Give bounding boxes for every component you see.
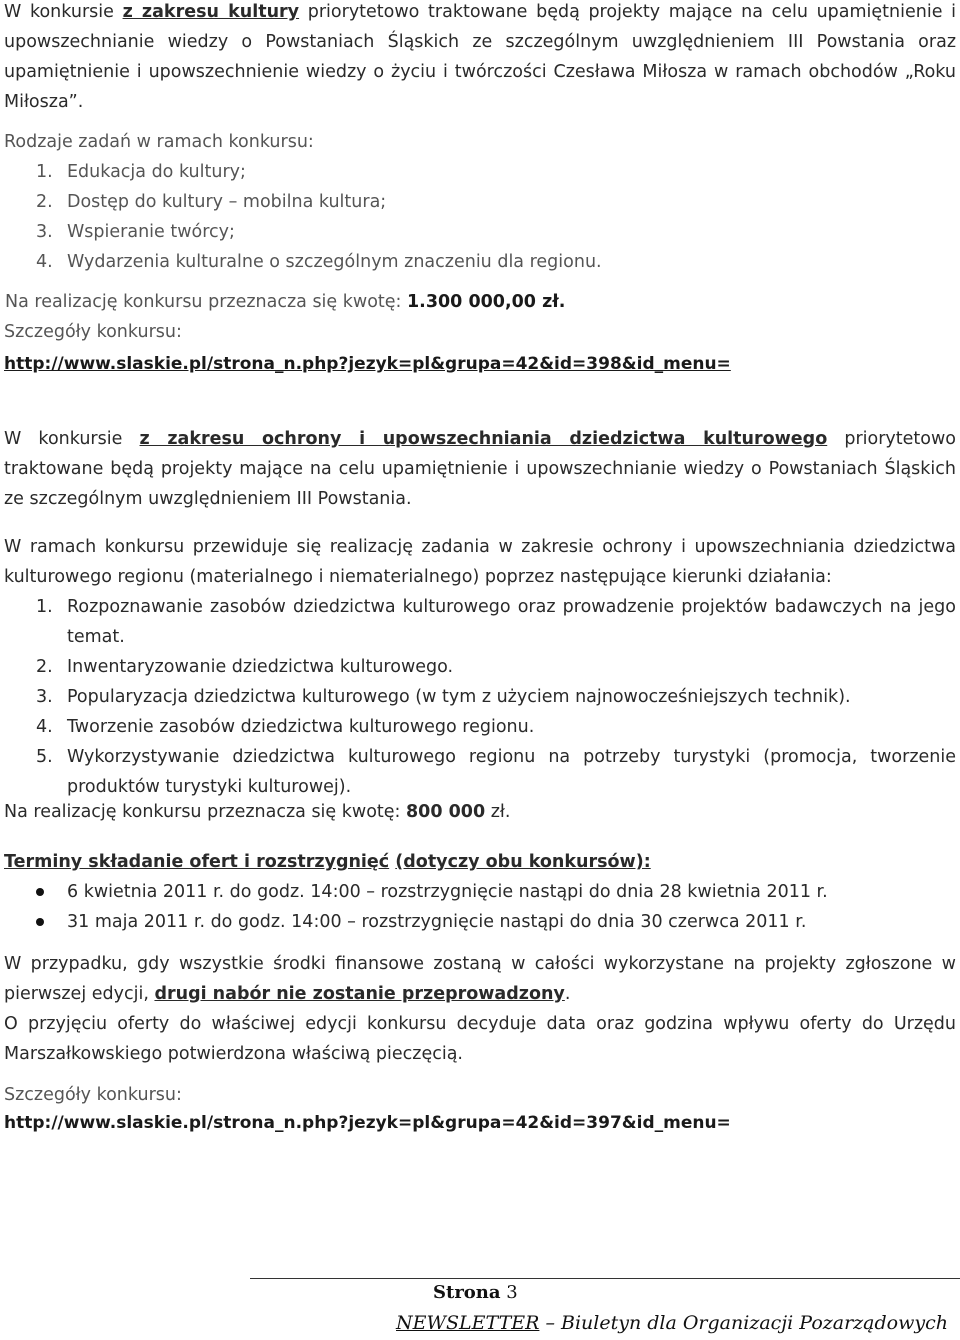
tasks-list bbox=[4, 157, 956, 277]
intro-rest: priorytetowo traktowane będą projekty mające na celu upamiętnienie i upowszechnianie wiedzy o Powstaniach Śląskich ze szczególnym uwzględnieniem III Powstania oraz upamiętnienie i upowszechnienie wiedzy o życiu i twórczości Czesława Miłosza w ramach obchodów „Roku Miłosza”. bbox=[4, 2, 956, 112]
culture-amount: Na realizację konkursu przeznacza się kwotę: 1.300 000,00 zł. bbox=[5, 292, 566, 312]
heritage-details-label: Szczegóły konkursu: bbox=[4, 1085, 182, 1105]
amount-value: 800 000 bbox=[406, 802, 486, 822]
culture-details-label: Szczegóły konkursu: bbox=[4, 322, 182, 342]
list-item: 4. Wydarzenia kulturalne o szczególnym znaczeniu dla regionu. bbox=[36, 252, 602, 272]
list-item: 3. Wspieranie twórcy; bbox=[36, 222, 235, 242]
list-item: 6 kwietnia 2011 r. do godz. 14:00 – rozstrzygnięcie nastąpi do dnia 28 kwietnia 2011 r. bbox=[4, 877, 956, 907]
culture-topic: z zakresu kultury bbox=[122, 2, 300, 22]
page-number: Strona 3 bbox=[433, 1282, 518, 1303]
funds-emphasis: drugi nabór nie zostanie przeprowadzony bbox=[154, 984, 565, 1004]
acceptance-note: O przyjęciu oferty do właściwej edycji konkursu decyduje data oraz godzina wpływu oferty do Urzędu Marszałkowskiego potwierdzona właściwą pieczęcią. bbox=[4, 1014, 956, 1064]
heritage-contest-intro: W konkursie z zakresu ochrony i upowszechniania dziedzictwa kulturowego priorytetowo traktowane będą projekty mające na celu upamiętnienie i upowszechnianie wiedzy o Powstaniach Śląskich ze szczególnym uwzględnieniem III Powstania. bbox=[4, 429, 957, 509]
directions-list bbox=[4, 592, 956, 802]
funds-note: W przypadku, gdy wszystkie środki finansowe zostaną w całości wykorzystane na projekty zgłoszone w pierwszej edycji, drugi nabór nie zostanie przeprowadzony. bbox=[4, 954, 956, 1004]
heritage-details-link[interactable]: http://www.slaskie.pl/strona_n.php?jezyk=pl&grupa=42&id=397&id_menu= bbox=[4, 1113, 731, 1133]
tasks-heading: Rodzaje zadań w ramach konkursu: bbox=[4, 132, 314, 152]
page-footer bbox=[0, 1278, 960, 1340]
list-item: 4. Tworzenie zasobów dziedzictwa kulturowego regionu. bbox=[36, 717, 535, 737]
list-item: 1. Edukacja do kultury; bbox=[36, 162, 246, 182]
footer-divider bbox=[250, 1278, 960, 1279]
list-item: 31 maja 2011 r. do godz. 14:00 – rozstrzygnięcie nastąpi do dnia 30 czerwca 2011 r. bbox=[4, 907, 956, 937]
list-item: 3. Popularyzacja dziedzictwa kulturowego (w tym z użyciem najnowocześniejszych technik). bbox=[36, 687, 851, 707]
heritage-amount: Na realizację konkursu przeznacza się kwotę: 800 000 zł. bbox=[4, 802, 511, 822]
deadlines-heading: Terminy składanie ofert i rozstrzygnięć (dotyczy obu konkursów): bbox=[4, 852, 651, 872]
newsletter-title: NEWSLETTER – Biuletyn dla Organizacji Pozarządowych bbox=[396, 1312, 948, 1334]
list-item: 5. Wykorzystywanie dziedzictwa kulturowego regionu na potrzeby turystyki (promocja, tworzenie produktów turystyki kulturowej). bbox=[36, 747, 956, 797]
list-item: 1. Rozpoznawanie zasobów dziedzictwa kulturowego oraz prowadzenie projektów badawczych na jego temat. bbox=[36, 597, 956, 647]
culture-contest-intro bbox=[4, 0, 956, 117]
amount-value: 1.300 000,00 zł. bbox=[407, 292, 566, 312]
bullet-icon bbox=[36, 888, 44, 896]
intro-prefix: W konkursie bbox=[4, 2, 123, 22]
culture-details-link[interactable]: http://www.slaskie.pl/strona_n.php?jezyk=pl&grupa=42&id=398&id_menu= bbox=[4, 354, 731, 374]
deadlines-list bbox=[4, 877, 956, 937]
list-item: 2. Dostęp do kultury – mobilna kultura; bbox=[36, 192, 387, 212]
heritage-topic: z zakresu ochrony i upowszechniania dziedzictwa kulturowego bbox=[139, 429, 828, 449]
list-item: 2. Inwentaryzowanie dziedzictwa kulturowego. bbox=[36, 657, 454, 677]
heritage-scope: W ramach konkursu przewiduje się realizację zadania w zakresie ochrony i upowszechniania dziedzictwa kulturowego regionu (materialnego i niematerialnego) poprzez następujące kierunki działania: bbox=[4, 537, 956, 587]
bullet-icon bbox=[36, 918, 44, 926]
